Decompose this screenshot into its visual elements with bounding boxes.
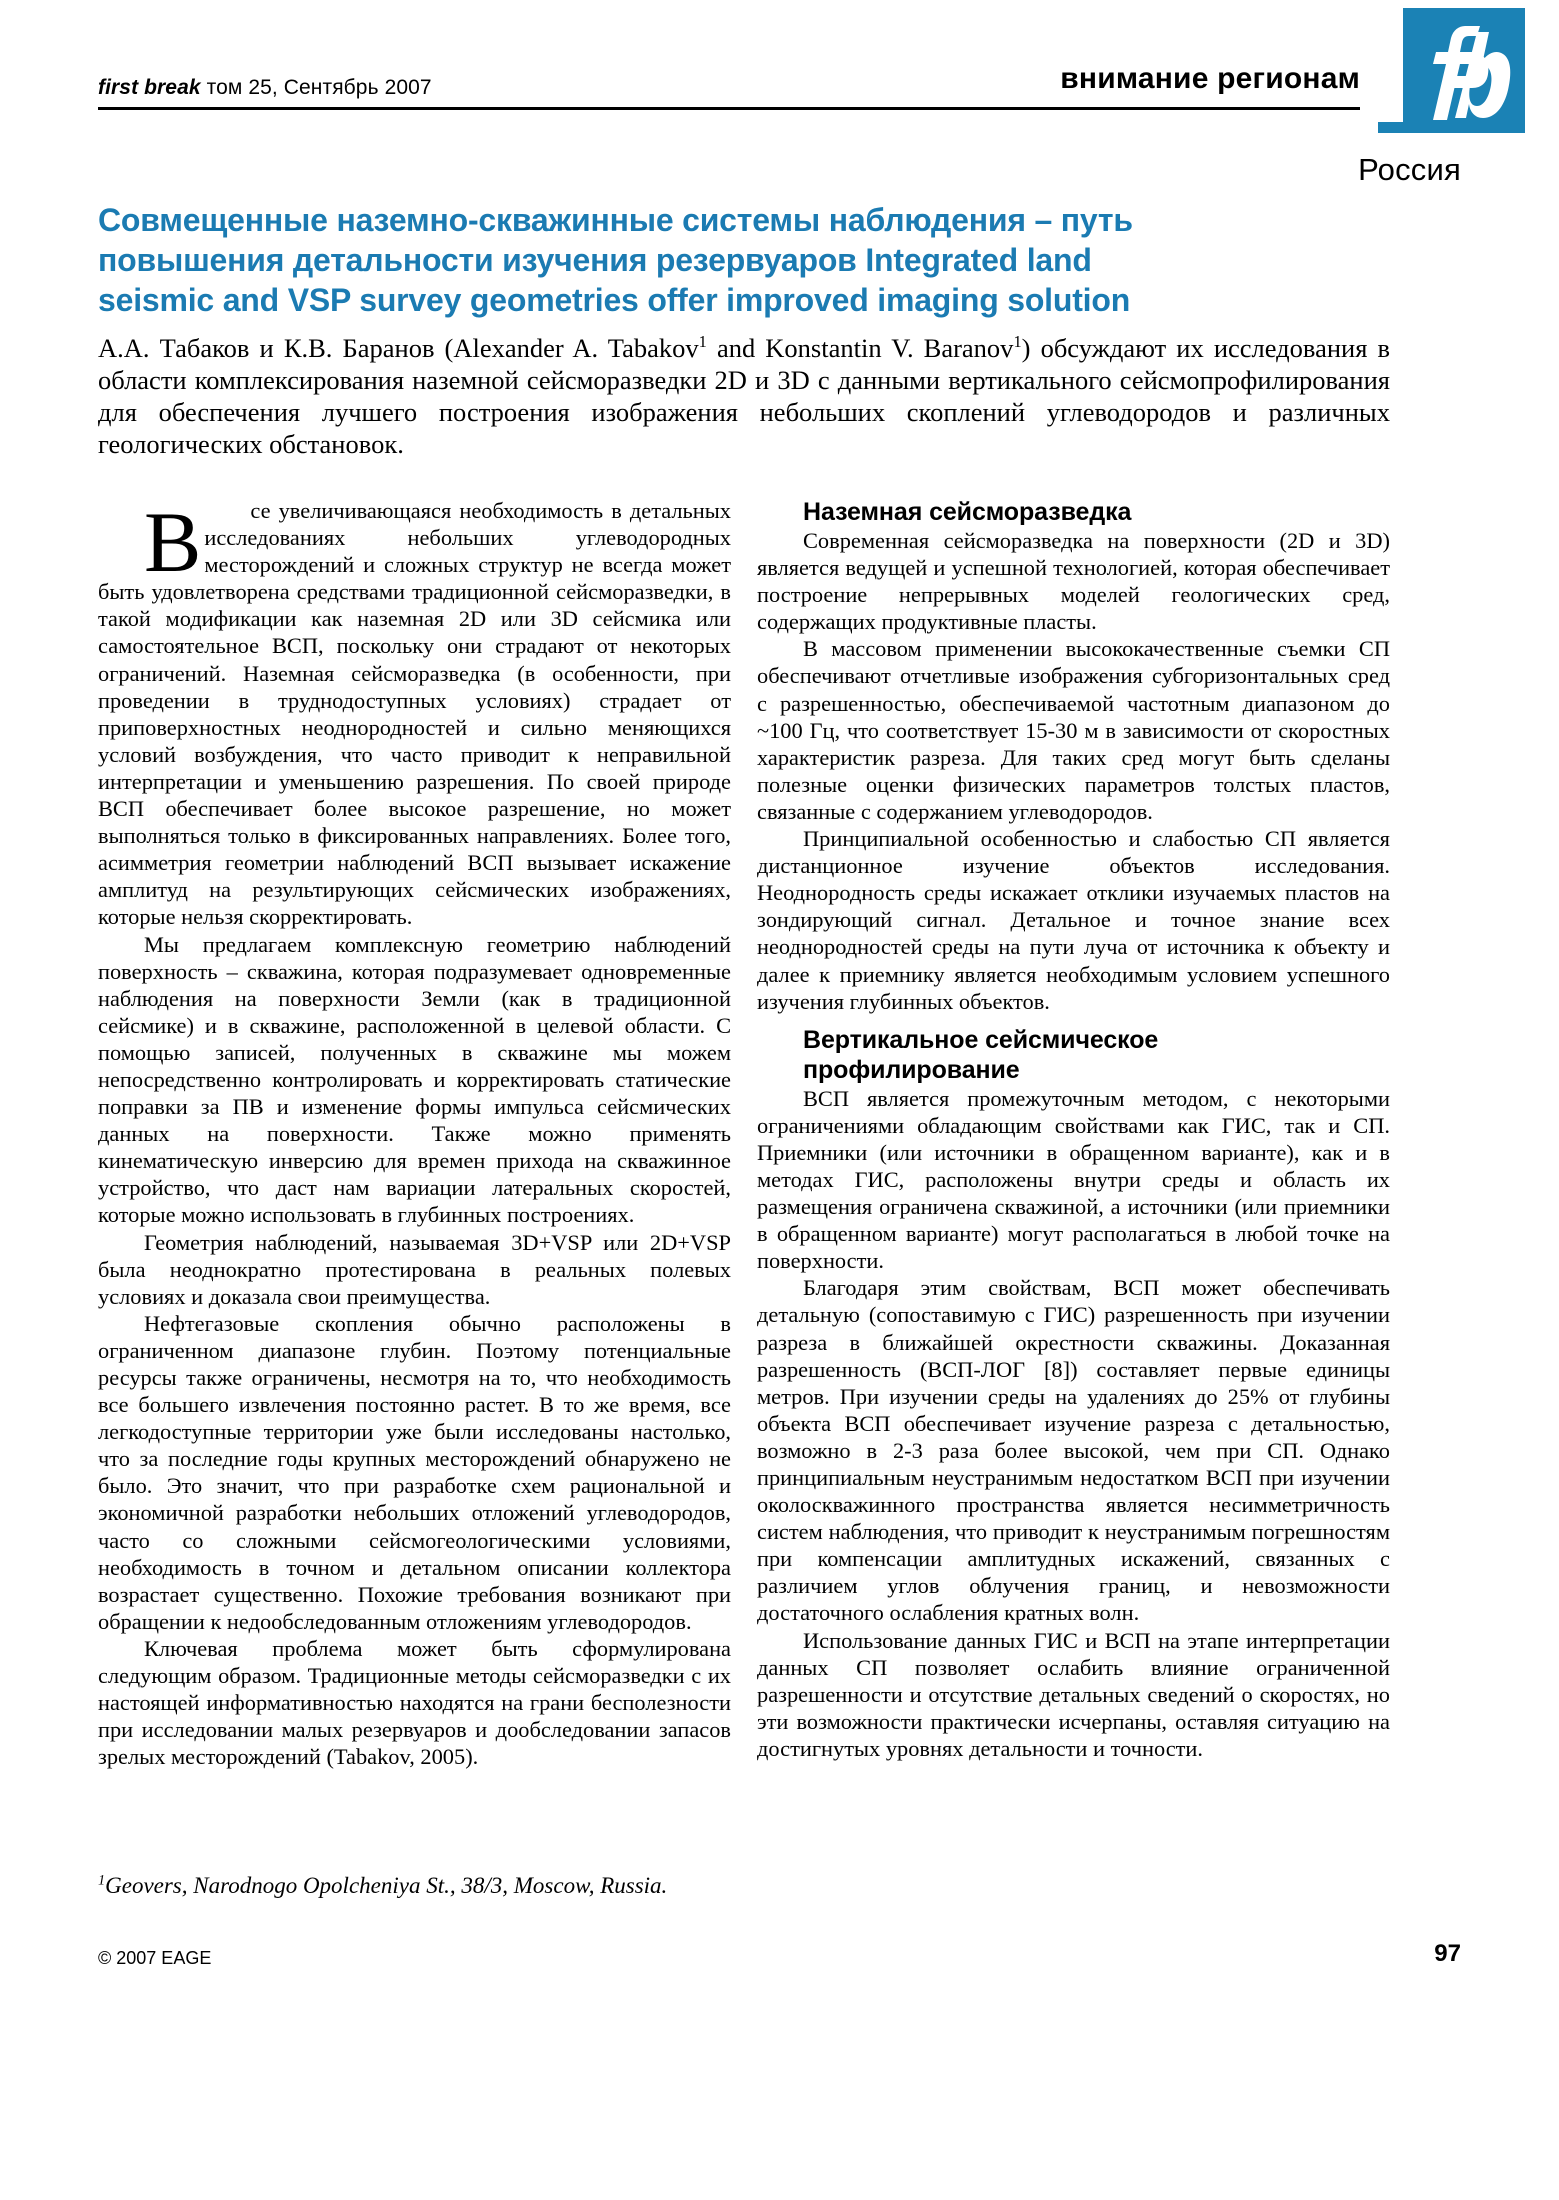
- paragraph-right-4: ВСП является промежуточным методом, с некоторыми ограничениями обладающим свойствами как ГИС, так и СП. Приемники (или источники в обращенном варианте), как и в методах ГИС, расположены внутри среды и область их размещения ограничена скважиной, а источники (или приемники в обращенном варианте) могут располагаться в любой точке на поверхности.: [757, 1085, 1390, 1274]
- paragraph-right-2: В массовом применении высококачественные съемки СП обеспечивают отчетливые изображения субгоризонтальных сред с разрешенностью, обеспечиваемой частотным диапазоном до ~100 Гц, что соответствует 15-30 м в зависимости от скоростных характеристик разреза. Для таких сред могут быть сделаны полезные оценки физических параметров толстых пластов, связанные с содержанием углеводородов.: [757, 636, 1390, 824]
- article-lead: [98, 332, 1390, 460]
- body-column-right: [757, 497, 1390, 1762]
- journal-name: first break: [98, 76, 201, 99]
- paragraph-right-5: Благодаря этим свойствам, ВСП может обеспечивать детальную (сопоставимую с ГИС) разрешенность при изучении разреза в ближайшей окрестности скважины. Доказанная разрешенность (ВСП-ЛОГ [8]) составляет первые единицы метров. При изучении среды на удалениях до 25% от глубины объекта ВСП обеспечивает изучение разреза с детальностью, возможно в 2-3 раза более высокой, чем при СП. Однако принципиальным неустранимым недостатком ВСП при изучении околоскважинного пространства является несимметричность систем наблюдения, что приводит к неустранимым погрешностям при компенсации амплитудных искажений, связанных с различием углов облучения границ, и невозможности достаточного ослабления кратных волн.: [757, 1275, 1390, 1626]
- journal-logo: [1403, 8, 1525, 133]
- page-number: 97: [1434, 1940, 1461, 1967]
- paragraph-right-3: Принципиальной особенностью и слабостью СП является дистанционное изучение объектов исследования. Неоднородность среды искажает отклики изучаемых пластов на зондирующий сигнал. Детальное и точное знание всех неоднородностей среды на пути луча от источника к объекту и далее к приемнику является необходимым условием успешного изучения глубинных объектов.: [757, 826, 1390, 1014]
- affiliation-superscript: 1: [98, 1872, 106, 1889]
- title-line-3: seismic and VSP survey geometries offer improved imaging solution: [98, 282, 1131, 318]
- country-label: Россия: [1358, 152, 1461, 187]
- paragraph-intro-text: се увеличивающаяся необходимость в детальных исследованиях небольших углеводородных месторождений и сложных структур не всегда может быть удовлетворена средствами традиционной сейсморазведки, в такой модификации как наземная 2D или 3D сейсмика или самостоятельное ВСП, поскольку они страдают от некоторых ограничений. Наземная сейсморазведка (в особенности, при проведении в труднодоступных условиях) страдает от приповерхностных неоднородностей и сильно меняющихся условий возбуждения, что часто приводит к неправильной интерпретации и уменьшению разрешения. По своей природе ВСП обеспечивает более высокое разрешение, но может выполняться только в фиксированных направлениях. Более того, асимметрия геометрии наблюдений ВСП вызывает искажение амплитуд на результирующих сейсмических изображениях, которые нельзя скорректировать.: [98, 498, 731, 930]
- paragraph-intro: [98, 494, 731, 931]
- masthead-divider: [98, 107, 1360, 110]
- lead-superscript-1: 1: [698, 332, 707, 352]
- lead-part-3: ) обсуждают их исследования в области комплексирования наземной сейсморазведки 2D и 3D с данными вертикального сейсмопрофилирования для обеспечения лучшего построения изображения небольших скоплений углеводородов и различных геологических обстановок.: [98, 333, 1390, 459]
- journal-issue-line: [98, 76, 432, 100]
- affiliation-footnote: [98, 1872, 731, 1900]
- paragraph-right-6: Использование данных ГИС и ВСП на этапе интерпретации данных СП позволяет ослабить влияние ограниченной разрешенности и отсутствие детальных сведений о скоростях, но эти возможности практически исчерпаны, оставляя ситуацию на достигнутых уровнях детальности и точности.: [757, 1627, 1390, 1761]
- issue-info: том 25, Сентябрь 2007: [200, 76, 432, 99]
- lead-superscript-2: 1: [1013, 332, 1022, 352]
- title-line-2: повышения детальности изучения резервуаров Integrated land: [98, 242, 1092, 278]
- section-title: внимание регионам: [1060, 62, 1360, 95]
- paragraph-left-5: Ключевая проблема может быть сформулирована следующим образом. Традиционные методы сейсморазведки с их настоящей информативностью находятся на грани бесполезности при исследовании малых резервуаров и дообследовании запасов зрелых месторождений (Tabakov, 2005).: [98, 1635, 731, 1770]
- section-heading-vsp-line-1: Вертикальное сейсмическое: [803, 1025, 1159, 1054]
- affiliation-text: Geovers, Narodnogo Opolcheniya St., 38/3, Moscow, Russia.: [105, 1873, 668, 1898]
- paragraph-left-4: Нефтегазовые скопления обычно расположены в ограниченном диапазоне глубин. Поэтому потенциальные ресурсы также ограничены, несмотря на то, что необходимость все большего извлечения постоянно растет. В то же время, все легкодоступные территории уже были исследованы настолько, что за последние годы крупных месторождений обнаружено не было. Это значит, что при разработке схем рациональной и экономичной разработки небольших отложений углеводородов, часто со сложными сейсмогеологическими условиями, необходимость в точном и детальном описании коллектора возрастает существенно. Похожие требования возникают при обращении к недообследованным отложениям углеводородов.: [98, 1310, 731, 1634]
- paragraph-left-2: Мы предлагаем комплексную геометрию наблюдений поверхность – скважина, которая подразумевает одновременные наблюдения на поверхности Земли (как в традиционной сейсмике) и в скважине, расположенной в целевой области. С помощью записей, полученных в скважине мы можем непосредственно контролировать и корректировать статические поправки за ПВ и изменение формы импульса сейсмических данных на поверхности. Также можно применять кинематическую инверсию для времен прихода на скважинное устройство, что даст нам вариации латеральных скоростей, которые можно использовать в глубинных построениях.: [98, 931, 731, 1228]
- article-title: [98, 200, 1388, 320]
- copyright-notice: © 2007 EAGE: [98, 1948, 212, 1968]
- fb-logo-icon: [1403, 8, 1525, 133]
- body-column-left: [98, 494, 731, 1770]
- section-heading-surface-seismic: Наземная сейсморазведка: [803, 498, 1132, 526]
- paragraph-left-3: Геометрия наблюдений, называемая 3D+VSP или 2D+VSP была неоднократно протестирована в реальных полевых условиях и доказала свои преимущества.: [98, 1229, 731, 1309]
- paragraph-right-1: Современная сейсморазведка на поверхности (2D и 3D) является ведущей и успешной технологией, которая обеспечивает построение непрерывных моделей геологических сред, содержащих продуктивные пласты.: [757, 528, 1390, 635]
- section-heading-vsp-line-2: профилирование: [803, 1055, 1020, 1084]
- drop-cap: В: [144, 494, 202, 590]
- masthead: [98, 58, 1360, 110]
- logo-tail: [1378, 122, 1406, 133]
- lead-part-2: and Konstantin V. Baranov: [706, 333, 1014, 363]
- title-line-1: Совмещенные наземно-скважинные системы наблюдения – путь: [98, 202, 1133, 238]
- lead-part-1: А.А. Табаков и К.В. Баранов (Alexander A. Tabakov: [98, 333, 699, 363]
